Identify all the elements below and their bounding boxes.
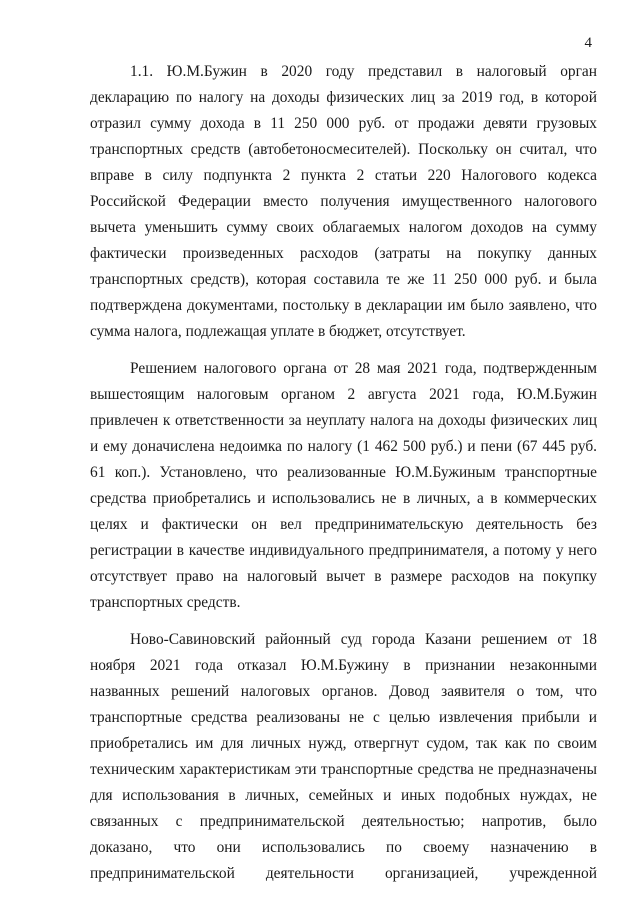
text-line: отразил сумму дохода в 11 250 000 руб. от продажи девяти грузовых <box>90 115 597 132</box>
text-line: 61 коп.). Установлено, что реализованные Ю.М.Бужиным транспортные <box>90 464 597 481</box>
text-line: ноября 2021 года отказал Ю.М.Бужину в признании незаконными <box>90 657 597 674</box>
text-line: транспортных средств (автобетоносмесителей). Поскольку он считал, что <box>90 141 597 158</box>
page-number: 4 <box>584 35 592 51</box>
paragraph-tax-decision <box>90 356 597 616</box>
text-line: предпринимательской деятельности организацией, учрежденной <box>90 865 597 882</box>
text-line: фактически произведенных расходов (затраты на покупку данных <box>90 245 597 262</box>
text-line: вправе в силу подпункта 2 пункта 2 статьи 220 Налогового кодекса <box>90 167 597 184</box>
text-line: транспортных средств), которая составила те же 11 250 000 руб. и была <box>90 271 597 288</box>
text-line: Решением налогового органа от 28 мая 2021 года, подтвержденным <box>130 360 597 377</box>
document-body <box>90 59 597 887</box>
text-line: связанных с предпринимательской деятельностью; напротив, было <box>90 813 597 830</box>
text-line: техническим характеристикам эти транспортные средства не предназначены <box>90 761 597 778</box>
text-line: для использования в личных, семейных и иных подобных нуждах, не <box>90 787 597 804</box>
text-line: подтверждена документами, постольку в декларации им было заявлено, что <box>90 297 597 314</box>
text-line: транспортные средства реализованы не с целью извлечения прибыли и <box>90 709 597 726</box>
text-line: доказано, что они использовались по своему назначению в <box>90 839 597 856</box>
text-line: приобретались им для личных нужд, отвергнут судом, так как по своим <box>90 735 597 752</box>
text-line: 1.1. Ю.М.Бужин в 2020 году представил в налоговый орган <box>130 63 597 80</box>
text-line: средства приобретались и использовались не в личных, а в коммерческих <box>90 490 597 507</box>
paragraph-court-decision <box>90 627 597 887</box>
text-line: сумма налога, подлежащая уплате в бюджет, отсутствует. <box>90 323 466 340</box>
text-line: отсутствует право на налоговый вычет в размере расходов на покупку <box>90 568 597 585</box>
text-line: декларацию по налогу на доходы физических лиц за 2019 год, в которой <box>90 89 597 106</box>
text-line: названных решений налоговых органов. Довод заявителя о том, что <box>90 683 597 700</box>
paragraph-1-1 <box>90 59 597 345</box>
text-line: Ново-Савиновский районный суд города Казани решением от 18 <box>130 631 597 648</box>
text-line: регистрации в качестве индивидуального предпринимателя, а потому у него <box>90 542 597 559</box>
text-line: Российской Федерации вместо получения имущественного налогового <box>90 193 597 210</box>
text-line: вышестоящим налоговым органом 2 августа 2021 года, Ю.М.Бужин <box>90 386 597 403</box>
text-line: и ему доначислена недоимка по налогу (1 462 500 руб.) и пени (67 445 руб. <box>90 438 597 455</box>
text-line: целях и фактически он вел предпринимательскую деятельность без <box>90 516 597 533</box>
text-line: транспортных средств. <box>90 594 241 611</box>
text-line: вычета уменьшить сумму своих облагаемых налогом доходов на сумму <box>90 219 597 236</box>
text-line: привлечен к ответственности за неуплату налога на доходы физических лиц <box>90 412 597 429</box>
